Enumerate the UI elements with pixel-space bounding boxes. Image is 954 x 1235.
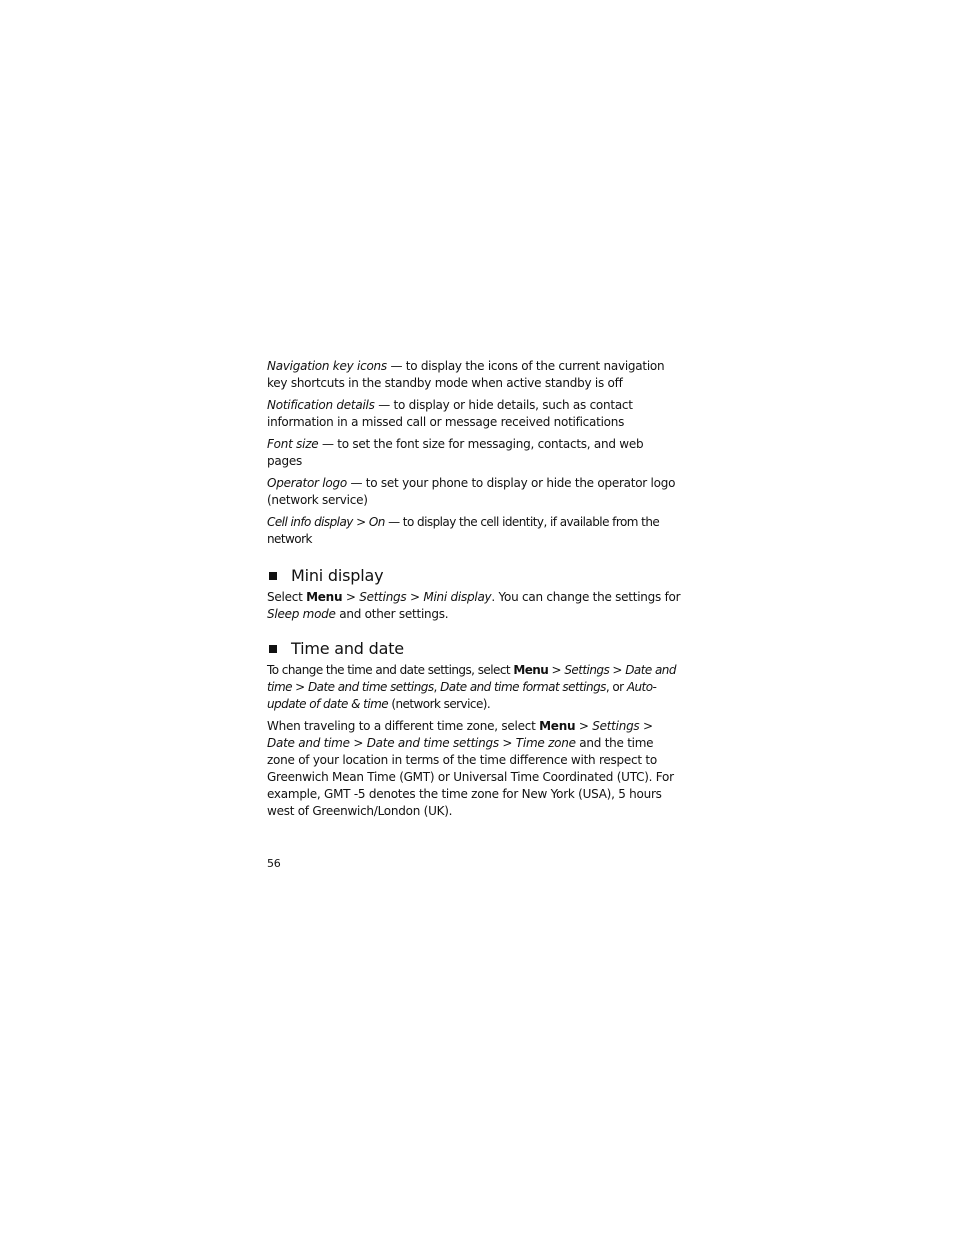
settings-term: Settings	[592, 719, 640, 733]
time-zone-term: Time zone	[515, 736, 576, 750]
item-navigation-key-icons	[267, 358, 681, 392]
menu-keyword: Menu	[513, 663, 549, 677]
separator: >	[498, 736, 516, 750]
item-font-size	[267, 436, 681, 470]
page-number: 56	[267, 857, 281, 870]
separator: >	[639, 719, 653, 733]
date-and-time-term: Date and time	[267, 736, 350, 750]
date-time-settings-term: Date and time settings	[366, 736, 499, 750]
term: Operator logo	[267, 476, 347, 490]
time-and-date-paragraph-2	[267, 718, 681, 820]
option-auto-update: Auto-update of date & time	[267, 680, 657, 711]
item-notification-details	[267, 397, 681, 431]
date-and-time-term: Date and time	[267, 663, 676, 694]
text: When traveling to a different time zone, select	[267, 719, 540, 733]
square-bullet-icon	[269, 572, 277, 580]
section-heading-mini-display	[267, 566, 681, 586]
term: Font size	[267, 437, 319, 451]
option-date-time-settings: Date and time settings	[307, 680, 434, 694]
settings-term: Settings	[359, 590, 407, 604]
text: (network service).	[388, 697, 491, 711]
description: — to display the cell identity, if available from the network	[267, 515, 660, 546]
mini-display-paragraph	[267, 589, 681, 623]
text: . You can change the settings for	[491, 590, 681, 604]
separator: >	[291, 680, 305, 694]
separator: >	[609, 663, 626, 677]
description: — to set your phone to display or hide the operator logo (network service)	[267, 476, 676, 507]
settings-term: Settings	[564, 663, 610, 677]
text: To change the time and date settings, select	[267, 663, 514, 677]
term: Cell info display	[267, 515, 353, 529]
text: Select	[267, 590, 307, 604]
time-and-date-paragraph-1	[267, 662, 681, 713]
menu-keyword: Menu	[306, 590, 343, 604]
separator: >	[342, 590, 360, 604]
term: Navigation key icons	[267, 359, 387, 373]
text: and other settings.	[335, 607, 449, 621]
mini-display-term: Mini display	[423, 590, 492, 604]
item-operator-logo	[267, 475, 681, 509]
separator: >	[575, 719, 593, 733]
separator: ,	[433, 680, 441, 694]
description: — to display the icons of the current navigation key shortcuts in the standby mode when active standby is off	[267, 359, 665, 390]
separator: >	[406, 590, 424, 604]
manual-page-content	[267, 358, 681, 825]
heading-text: Time and date	[291, 639, 404, 658]
value: On	[368, 515, 385, 529]
section-heading-time-and-date	[267, 639, 681, 659]
separator: >	[548, 663, 565, 677]
separator: >	[352, 515, 369, 529]
term: Notification details	[267, 398, 375, 412]
separator: >	[349, 736, 367, 750]
item-cell-info-display	[267, 514, 681, 548]
separator: , or	[605, 680, 627, 694]
menu-keyword: Menu	[539, 719, 576, 733]
description: — to set the font size for messaging, contacts, and web pages	[267, 437, 644, 468]
description: — to display or hide details, such as contact information in a missed call or message received notifications	[267, 398, 633, 429]
text: and the time zone of your location in terms of the time difference with respect to Greenwich Mean Time (GMT) or Universal Time Coordinated (UTC). For example, GMT -5 denotes the time zone for New York (USA), 5 hours west of Greenwich/London (UK).	[267, 736, 674, 818]
option-date-time-format-settings: Date and time format settings	[440, 680, 606, 694]
heading-text: Mini display	[291, 566, 384, 585]
square-bullet-icon	[269, 645, 277, 653]
sleep-mode-term: Sleep mode	[267, 607, 336, 621]
